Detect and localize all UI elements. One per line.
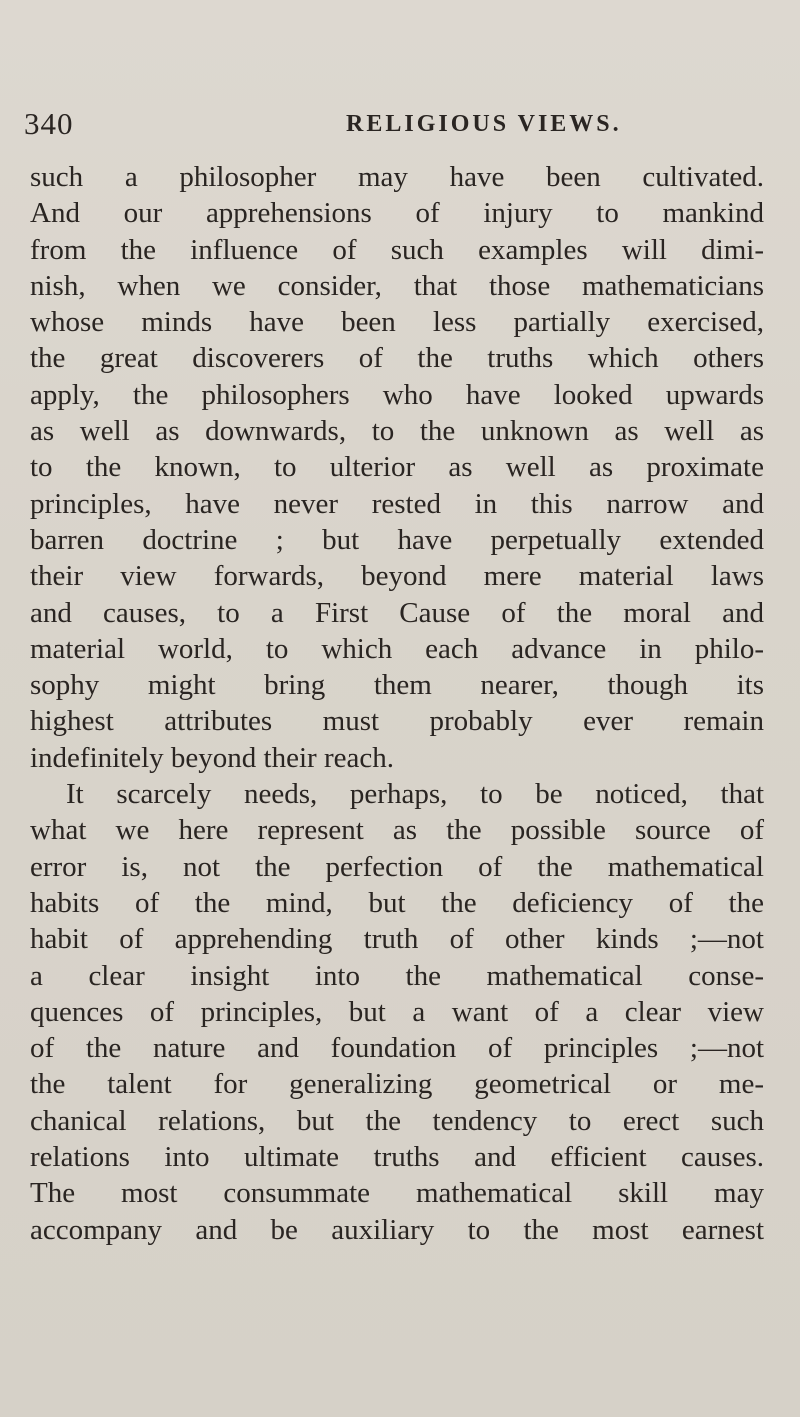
text-line: to the known, to ulterior as well as proximate — [30, 451, 764, 484]
text-line: nish, when we consider, that those mathematicians — [30, 269, 764, 302]
text-line: habits of the mind, but the deficiency of the — [30, 886, 764, 919]
text-line: chanical relations, but the tendency to erect such — [30, 1104, 764, 1137]
text-line: whose minds have been less partially exercised, — [30, 306, 764, 339]
text-line: the great discoverers of the truths which others — [30, 342, 764, 375]
text-line: sophy might bring them nearer, though its — [30, 669, 764, 702]
running-head: RELIGIOUS VIEWS. — [346, 111, 622, 137]
text-line: their view forwards, beyond mere material laws — [30, 560, 764, 593]
text-line: apply, the philosophers who have looked upwards — [30, 378, 764, 411]
text-line: relations into ultimate truths and efficient causes. — [30, 1141, 764, 1174]
text-line: from the influence of such examples will dimi- — [30, 233, 764, 266]
body-text — [30, 159, 764, 1248]
text-line: what we here represent as the possible source of — [30, 814, 764, 847]
text-line: material world, to which each advance in philo- — [30, 632, 764, 665]
text-line: principles, have never rested in this narrow and — [30, 487, 764, 520]
page-number: 340 — [24, 106, 74, 141]
text-line: And our apprehensions of injury to mankind — [30, 197, 764, 230]
text-line: of the nature and foundation of principles ;—not — [30, 1032, 764, 1065]
text-line: indefinitely beyond their reach. — [30, 741, 394, 774]
text-line: habit of apprehending truth of other kinds ;—not — [30, 923, 764, 956]
text-line: as well as downwards, to the unknown as well as — [30, 415, 764, 448]
text-line: and causes, to a First Cause of the moral and — [30, 596, 764, 629]
text-line: highest attributes must probably ever remain — [30, 705, 764, 738]
page-header — [0, 104, 800, 144]
text-line: accompany and be auxiliary to the most earnest — [30, 1213, 764, 1246]
text-line: the talent for generalizing geometrical or me- — [30, 1068, 764, 1101]
text-line: barren doctrine ; but have perpetually extended — [30, 523, 764, 556]
text-line: It scarcely needs, perhaps, to be noticed, that — [66, 778, 764, 811]
text-line: a clear insight into the mathematical conse- — [30, 959, 764, 992]
text-line: error is, not the perfection of the mathematical — [30, 850, 764, 883]
text-line: The most consummate mathematical skill may — [30, 1177, 764, 1210]
text-line: quences of principles, but a want of a clear view — [30, 995, 764, 1028]
text-line: such a philosopher may have been cultivated. — [30, 161, 764, 193]
